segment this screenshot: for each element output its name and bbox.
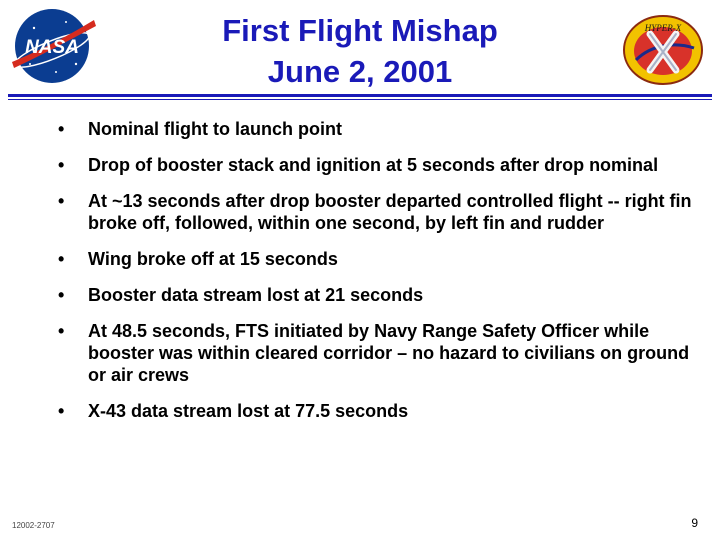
title-rule-thin xyxy=(8,99,712,100)
title-line-2: June 2, 2001 xyxy=(267,54,453,89)
bullet-item xyxy=(58,154,698,176)
nasa-logo-text: NASA xyxy=(25,37,79,58)
bullet-dot: • xyxy=(58,321,65,341)
bullet-dot: • xyxy=(58,401,65,421)
bullet-dot: • xyxy=(58,191,65,211)
bullet-dot: • xyxy=(58,249,65,269)
bullet-item xyxy=(58,248,698,270)
title-rule-thick xyxy=(8,94,712,97)
bullet-dot: • xyxy=(58,119,65,139)
bullet-item xyxy=(58,190,698,234)
bullet-dot: • xyxy=(58,155,65,175)
nasa-logo xyxy=(6,6,100,86)
bullet-text: Booster data stream lost at 21 seconds xyxy=(88,285,424,305)
bullet-item xyxy=(58,284,698,306)
hyper-x-logo xyxy=(622,14,704,86)
page-number: 9 xyxy=(691,516,698,530)
bullet-item xyxy=(58,118,698,140)
bullet-text: Wing broke off at 15 seconds xyxy=(88,249,338,269)
bullet-text: X-43 data stream lost at 77.5 seconds xyxy=(88,401,409,421)
slide-title xyxy=(150,10,570,92)
bullet-text: Drop of booster stack and ignition at 5 seconds after drop nominal xyxy=(88,155,659,175)
bullet-list xyxy=(58,118,698,436)
bullet-text: At 48.5 seconds, FTS initiated by Navy Range Safety Officer while booster was within cleared corridor – no hazard to civilians on ground or air crews xyxy=(88,321,690,385)
footer-code: 12002-2707 xyxy=(12,521,55,530)
hyper-x-logo-text: HYPER-X xyxy=(644,23,682,33)
bullet-item xyxy=(58,320,698,386)
bullet-dot: • xyxy=(58,285,65,305)
bullet-text: At ~13 seconds after drop booster departed controlled flight -- right fin broke off, followed, within one second, by left fin and rudder xyxy=(88,191,692,233)
bullet-item xyxy=(58,400,698,422)
bullet-text: Nominal flight to launch point xyxy=(88,119,342,139)
title-line-1: First Flight Mishap xyxy=(222,13,498,48)
